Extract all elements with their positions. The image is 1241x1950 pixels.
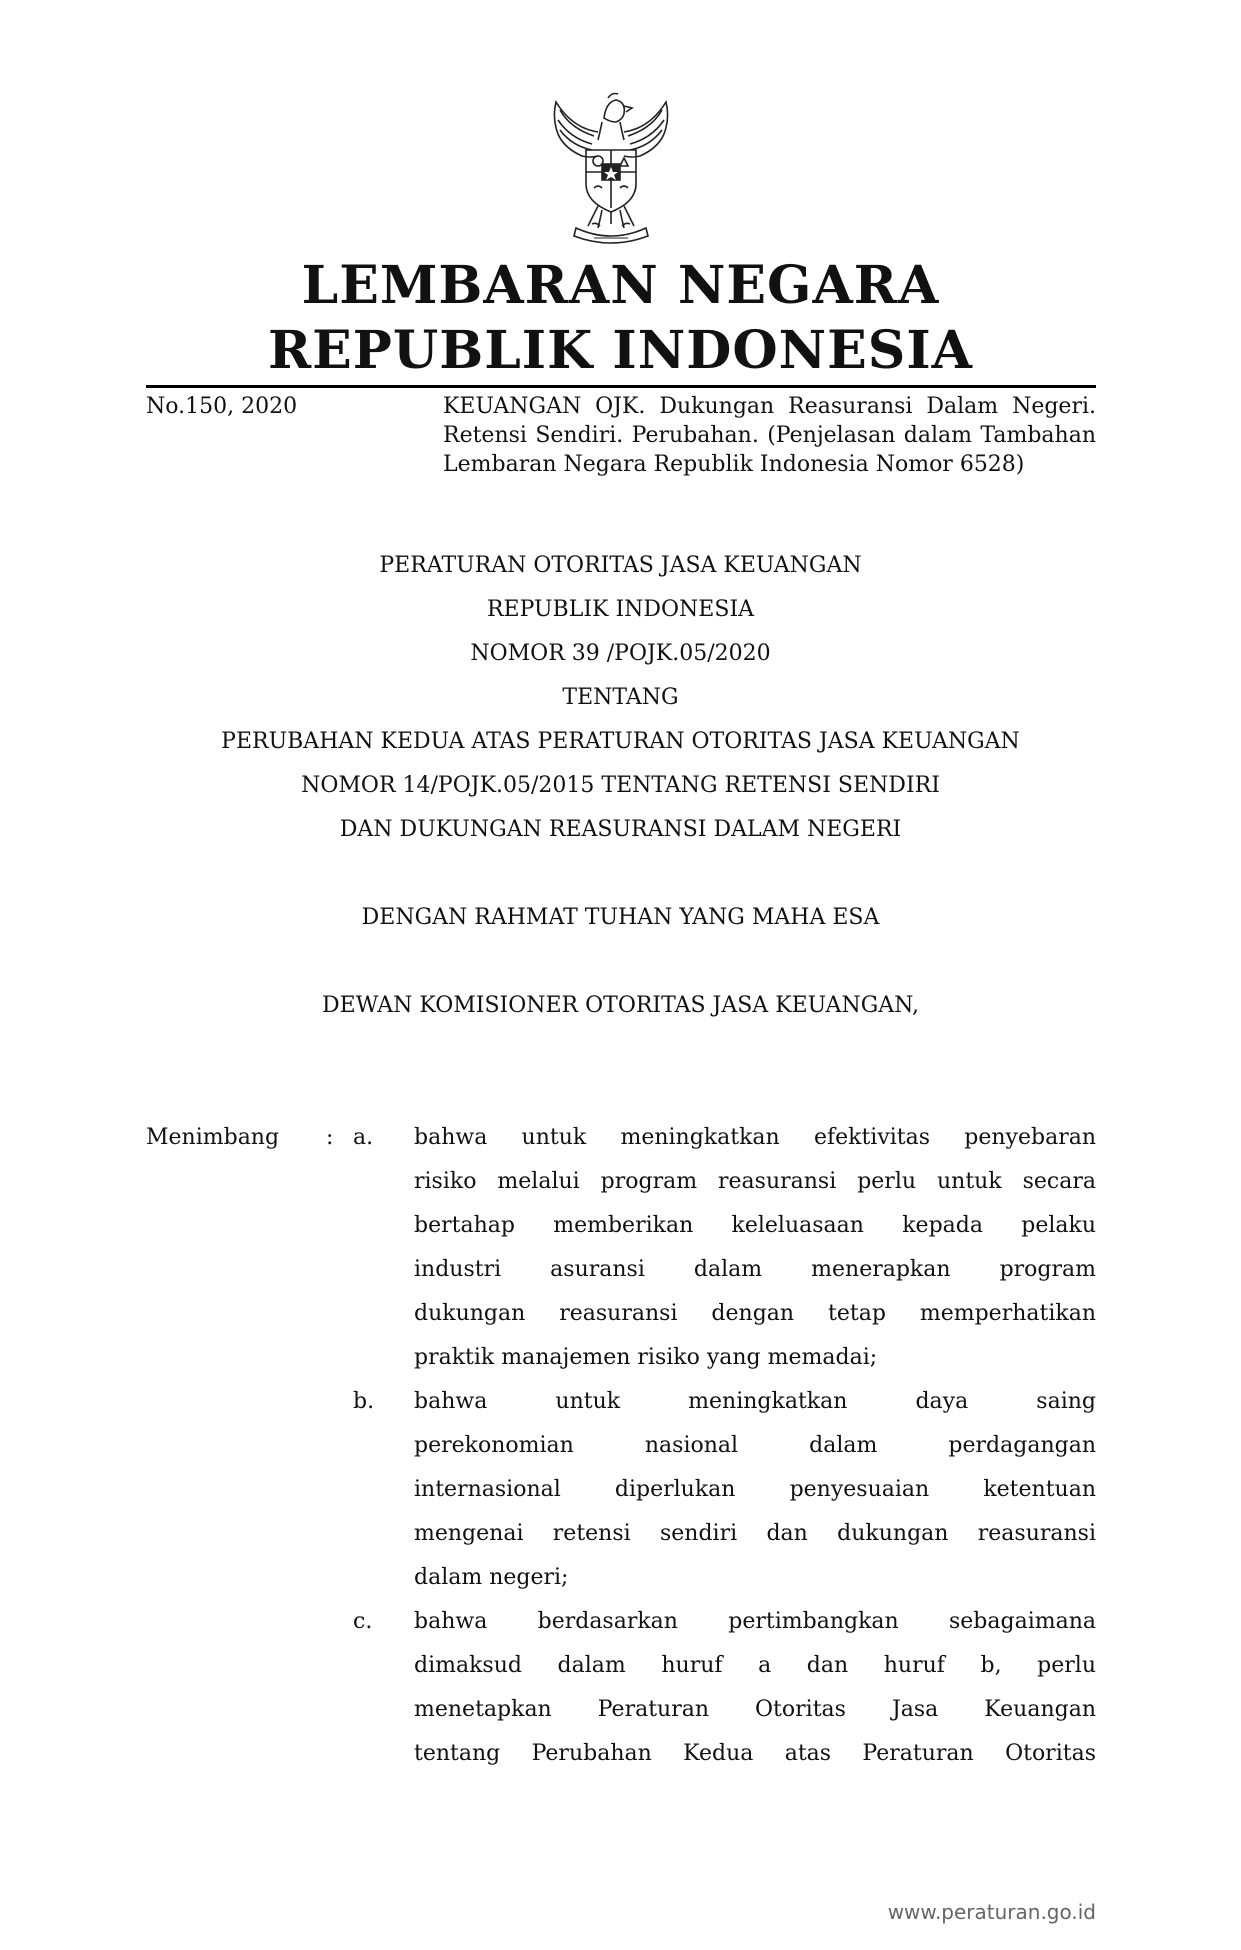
item-a-marker: a. <box>353 1125 374 1150</box>
item-b-line: perekonomian nasional dalam perdagangan <box>414 1433 1096 1458</box>
regulation-title-line2: REPUBLIK INDONESIA <box>486 597 755 622</box>
item-c-line: bahwa berdasarkan pertimbangkan sebagaimana <box>414 1609 1096 1634</box>
considering-label: Menimbang <box>146 1125 280 1150</box>
considering-colon: : <box>326 1125 334 1150</box>
item-a-line: bahwa untuk meningkatkan efektivitas penyebaran <box>414 1125 1096 1150</box>
gazette-title-line1: LEMBARAN NEGARA <box>301 255 940 316</box>
gazette-keywords: KEUANGAN OJK. Dukungan Reasuransi Dalam Negeri. Retensi Sendiri. Perubahan. (Penjelasan dalam Tambahan Lembaran Negara Republik Indonesia Nomor 6528) <box>443 394 1096 477</box>
item-b-line: mengenai retensi sendiri dan dukungan reasuransi <box>414 1521 1096 1546</box>
item-b-line: internasional diperlukan penyesuaian ketentuan <box>414 1477 1096 1502</box>
garuda-emblem-icon <box>536 88 686 246</box>
regulation-subject-line3: DAN DUKUNGAN REASURANSI DALAM NEGERI <box>339 817 902 842</box>
item-b-line: bahwa untuk meningkatkan daya saing <box>414 1389 1096 1414</box>
item-a-line: risiko melalui program reasuransi perlu untuk secara <box>414 1169 1096 1194</box>
item-c-line: tentang Perubahan Kedua atas Peraturan Otoritas <box>414 1741 1096 1766</box>
invocation: DENGAN RAHMAT TUHAN YANG MAHA ESA <box>361 905 880 930</box>
header-divider <box>146 385 1096 388</box>
issuing-authority: DEWAN KOMISIONER OTORITAS JASA KEUANGAN, <box>322 993 919 1018</box>
item-a-line: industri asuransi dalam menerapkan program <box>414 1257 1096 1282</box>
item-c-line: menetapkan Peraturan Otoritas Jasa Keuangan <box>414 1697 1096 1722</box>
gazette-number: No.150, 2020 <box>146 394 298 419</box>
footer-url[interactable]: www.peraturan.go.id <box>887 1900 1096 1924</box>
regulation-subject-line2: NOMOR 14/POJK.05/2015 TENTANG RETENSI SENDIRI <box>301 773 940 798</box>
item-c-marker: c. <box>353 1609 373 1634</box>
item-a-line: praktik manajemen risiko yang memadai; <box>414 1345 878 1370</box>
item-a-line: dukungan reasuransi dengan tetap memperhatikan <box>414 1301 1096 1326</box>
regulation-subject-line1: PERUBAHAN KEDUA ATAS PERATURAN OTORITAS JASA KEUANGAN <box>221 729 1020 754</box>
regulation-number: NOMOR 39 /POJK.05/2020 <box>470 641 771 666</box>
item-b-marker: b. <box>353 1389 375 1414</box>
regulation-title-line1: PERATURAN OTORITAS JASA KEUANGAN <box>379 553 862 578</box>
gazette-title-line2: REPUBLIK INDONESIA <box>267 320 974 381</box>
item-c-line: dimaksud dalam huruf a dan huruf b, perlu <box>414 1653 1096 1678</box>
item-a-line: bertahap memberikan keleluasaan kepada pelaku <box>414 1213 1096 1238</box>
regulation-about: TENTANG <box>562 685 679 710</box>
item-b-line: dalam negeri; <box>414 1565 569 1590</box>
